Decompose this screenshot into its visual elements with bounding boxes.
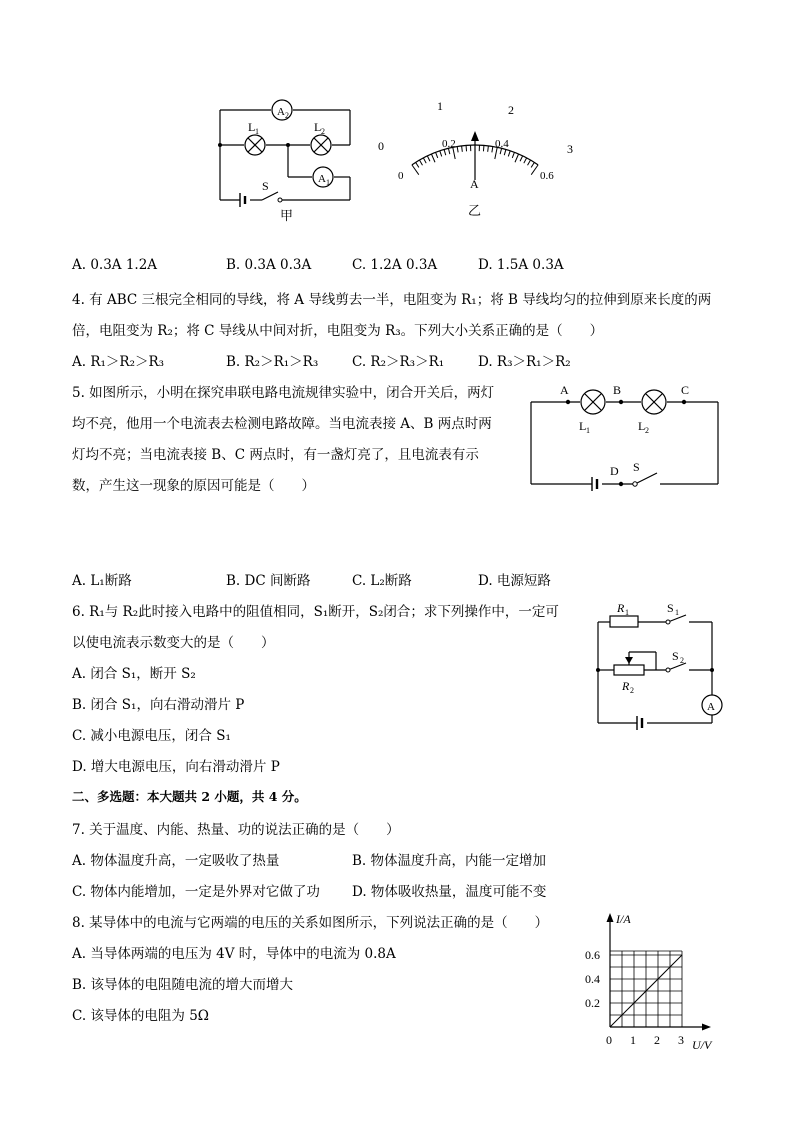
caption-jia: 甲: [280, 208, 294, 223]
dial-tick: [515, 154, 519, 162]
q5-option-c[interactable]: C. L₂断路: [352, 573, 412, 589]
q5-stem-line4: 数，产生这一现象的原因可能是（ ）: [72, 478, 315, 494]
section-heading: 二、多选题：本大题共 2 小题，共 4 分。: [72, 789, 307, 804]
dial-tick: [531, 162, 534, 167]
x-tick-label: 3: [678, 1033, 684, 1047]
q3-option-c[interactable]: C. 1.2A 0.3A: [352, 257, 438, 273]
y-axis-label: I/A: [616, 912, 631, 926]
x-tick-label: 1: [630, 1033, 636, 1047]
q5-stem-line2: 均不亮，他用一个电流表去检测电路故障。当电流表接 A、B 两点时两: [72, 416, 492, 432]
dial-tick: [520, 156, 523, 161]
dial-tick: [524, 158, 527, 163]
q5-option-a[interactable]: A. L₁断路: [72, 573, 132, 589]
dial-tick: [444, 149, 446, 155]
svg-text:2: 2: [680, 656, 684, 665]
svg-text:2: 2: [321, 127, 325, 136]
switch-s-label: S: [633, 460, 640, 474]
svg-text:1: 1: [326, 178, 330, 187]
inner-scale-0-2: 0.2: [442, 138, 456, 150]
q4-stem-line1: 4. 有 ABC 三根完全相同的导线，将 A 导线剪去一半，电阻变为 R₁；将 B 导线均匀的拉伸到原来长度的两: [72, 292, 712, 308]
dial-tick: [431, 154, 435, 162]
dial-tick: [440, 151, 442, 157]
resistor-r2-label: R: [622, 679, 630, 693]
dial-tick: [508, 151, 510, 157]
lamp-l2-label: L: [314, 120, 322, 134]
q8-option-b[interactable]: B. 该导体的电阻随电流的增大而增大: [72, 977, 294, 993]
dial-tick: [528, 160, 531, 165]
switch-s1-label: S: [667, 601, 674, 615]
figure-q6-circuit: [590, 598, 730, 730]
q8-stem: 8. 某导体中的电流与它两端的电压的关系如图所示，下列说法正确的是（ ）: [72, 915, 549, 931]
svg-text:1: 1: [586, 426, 590, 435]
inner-scale-0: 0: [398, 170, 404, 182]
inner-scale-0-4: 0.4: [495, 138, 509, 150]
caption-yi: 乙: [468, 203, 482, 218]
x-tick-label: 0: [606, 1033, 612, 1047]
svg-text:1: 1: [675, 608, 679, 617]
dial-tick: [416, 162, 419, 167]
svg-text:1: 1: [625, 608, 629, 617]
dial-tick: [423, 158, 426, 163]
q6-option-d[interactable]: D. 增大电源电压，向右滑动滑片 P: [72, 759, 280, 775]
dial-tick: [488, 146, 489, 152]
svg-text:2: 2: [645, 426, 649, 435]
ammeter-a1-label: A: [318, 173, 326, 185]
outer-scale-1: 1: [437, 99, 443, 113]
q3-option-d[interactable]: D. 1.5A 0.3A: [478, 257, 564, 273]
resistor-r1-label: R: [617, 601, 625, 615]
figure-q5-circuit: [525, 380, 725, 495]
q4-option-d[interactable]: D. R₃＞R₁＞R₂: [478, 354, 571, 370]
y-tick-label: 0.2: [585, 996, 600, 1010]
dial-tick: [504, 149, 506, 155]
svg-text:2: 2: [285, 111, 289, 120]
q4-option-b[interactable]: B. R₂＞R₁＞R₃: [226, 354, 319, 370]
ammeter-label: A: [707, 701, 715, 713]
lamp-l2-label: L: [638, 419, 646, 433]
outer-scale-3: 3: [567, 142, 573, 156]
svg-text:1: 1: [255, 127, 259, 136]
q8-option-a[interactable]: A. 当导体两端的电压为 4V 时，导体中的电流为 0.8A: [72, 946, 396, 962]
dial-tick: [457, 146, 458, 152]
q4-option-c[interactable]: C. R₂＞R₃＞R₁: [352, 354, 445, 370]
lamp-l1-label: L: [579, 419, 587, 433]
dial-tick: [419, 160, 422, 165]
dial-tick: [512, 152, 514, 158]
point-c: C: [681, 383, 690, 397]
q4-option-a[interactable]: A. R₁＞R₂＞R₃: [72, 354, 165, 370]
q6-option-b[interactable]: B. 闭合 S₁，向右滑动滑片 P: [72, 697, 245, 713]
q3-option-b[interactable]: B. 0.3A 0.3A: [226, 257, 312, 273]
point-a: A: [560, 383, 569, 397]
svg-text:2: 2: [630, 686, 634, 695]
q5-stem-line3: 灯均不亮；当电流表接 B、C 两点时，有一盏灯亮了，且电流表有示: [72, 447, 479, 463]
dial-tick: [462, 146, 463, 152]
point-b: B: [613, 383, 622, 397]
x-axis-label: U/V: [692, 1038, 712, 1052]
q5-option-b[interactable]: B. DC 间断路: [226, 573, 311, 589]
inner-scale-0-6: 0.6: [540, 170, 554, 182]
q5-stem-line1: 5. 如图所示，小明在探究串联电路电流规律实验中，闭合开关后，两灯: [72, 385, 495, 401]
point-d: D: [610, 464, 619, 478]
q3-option-a[interactable]: A. 0.3A 1.2A: [72, 257, 158, 273]
figure-jia-circuit: [212, 95, 362, 225]
dial-tick: [427, 156, 430, 161]
y-tick-label: 0.4: [585, 972, 600, 986]
outer-scale-0: 0: [378, 139, 384, 153]
ammeter-a2-label: A: [277, 106, 285, 118]
dial-tick: [436, 152, 438, 158]
q7-option-a[interactable]: A. 物体温度升高，一定吸收了热量: [72, 853, 280, 869]
q5-option-d[interactable]: D. 电源短路: [478, 573, 551, 589]
lamp-l1-label: L: [248, 120, 256, 134]
q6-option-c[interactable]: C. 减小电源电压，闭合 S₁: [72, 728, 231, 744]
figure-yi-ammeter-dial: [370, 95, 585, 225]
q7-stem: 7. 关于温度、内能、热量、功的说法正确的是（ ）: [72, 822, 400, 838]
q7-option-d[interactable]: D. 物体吸收热量，温度可能不变: [352, 884, 547, 900]
q8-option-c[interactable]: C. 该导体的电阻为 5Ω: [72, 1008, 210, 1024]
iu-graph: [580, 905, 720, 1055]
q7-option-c[interactable]: C. 物体内能增加，一定是外界对它做了功: [72, 884, 320, 900]
q6-option-a[interactable]: A. 闭合 S₁，断开 S₂: [72, 666, 196, 682]
dial-tick: [492, 146, 493, 152]
switch-s2-label: S: [672, 649, 679, 663]
q7-option-b[interactable]: B. 物体温度升高，内能一定增加: [352, 853, 547, 869]
y-tick-label: 0.6: [585, 948, 600, 962]
x-tick-label: 2: [654, 1033, 660, 1047]
q6-stem-line1: 6. R₁与 R₂此时接入电路中的阻值相同，S₁断开，S₂闭合；求下列操作中，一定可: [72, 604, 559, 620]
pointer-label: A: [470, 177, 479, 191]
q4-stem-line2: 倍，电阻变为 R₂；将 C 导线从中间对折，电阻变为 R₃。下列大小关系正确的是（ ）: [72, 323, 604, 339]
switch-label: S: [262, 179, 269, 193]
q6-stem-line2: 以使电流表示数变大的是（ ）: [72, 635, 275, 651]
outer-scale-2: 2: [508, 103, 514, 117]
